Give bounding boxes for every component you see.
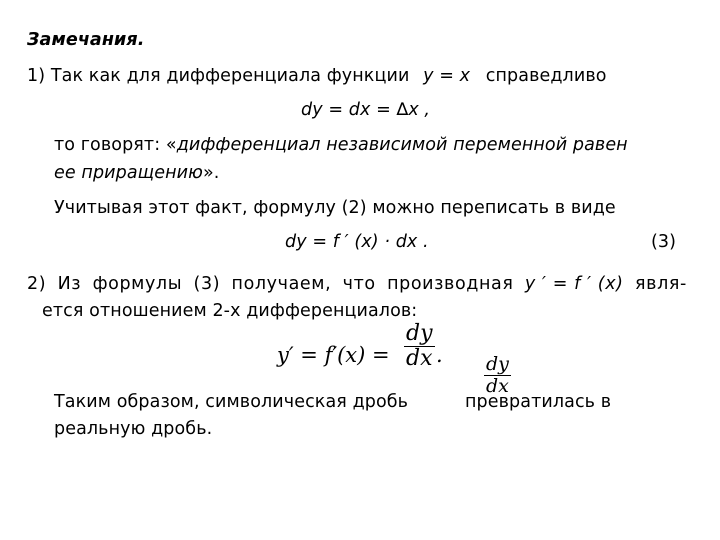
fraction-denominator: dx	[406, 346, 433, 371]
remark2-word: получаем,	[231, 274, 332, 294]
remark2-line1	[27, 272, 687, 296]
remark1-line2	[54, 133, 628, 157]
remark2-word: 2)	[27, 274, 47, 294]
remark1-line4: Учитывая этот факт, формулу (2) можно переписать в виде	[54, 198, 616, 218]
remark2-word: производная	[387, 274, 514, 294]
formula-3: dy = f ′ (x) · dx .	[285, 232, 429, 252]
remark1-line2-prefix: то говорят: «	[54, 135, 177, 155]
remark1-quote-part1: дифференциал независимой переменной равен	[176, 135, 628, 155]
derivative-expression: y ′ = f ′ (x)	[524, 274, 624, 294]
remark2-line4: реальную дробь.	[54, 419, 213, 439]
formula-derivative-fraction	[404, 323, 435, 370]
inline-fraction	[484, 355, 511, 396]
fraction-numerator: dy	[406, 321, 433, 346]
remark2-word: явля-	[635, 274, 687, 294]
remark1-line1-suffix: справедливо	[485, 66, 607, 86]
remark2-word: (3)	[193, 274, 221, 294]
formula-3-number: (3)	[651, 232, 677, 252]
remark2-line3-suffix: превратилась в	[465, 392, 612, 412]
formula-derivative-end: .	[436, 343, 443, 367]
remark2-word: Из	[57, 274, 82, 294]
remark1-line1-prefix: 1) Так как для дифференциала функции	[27, 66, 410, 86]
inline-fraction-numerator: dy	[486, 353, 509, 375]
remark2-line2: ется отношением 2-х дифференциалов:	[42, 301, 418, 321]
formula-derivative-left: y′ = f′(x) =	[277, 343, 390, 367]
remark1-quote-close: ».	[202, 163, 220, 183]
page-title: Замечания.	[27, 30, 145, 50]
remark1-line3	[54, 161, 219, 185]
remark2-word: формулы	[92, 274, 183, 294]
remark2-line3: Таким образом, символическая дробь	[54, 392, 409, 412]
function-expression: y = x	[423, 66, 471, 86]
remark1-quote-part2: ее приращению	[54, 163, 203, 183]
formula-differential: dy = dx = ∆x ,	[301, 100, 431, 120]
remark1-line1	[27, 64, 607, 88]
inline-fraction-denominator: dx	[486, 375, 509, 397]
remark2-word: что	[342, 274, 376, 294]
